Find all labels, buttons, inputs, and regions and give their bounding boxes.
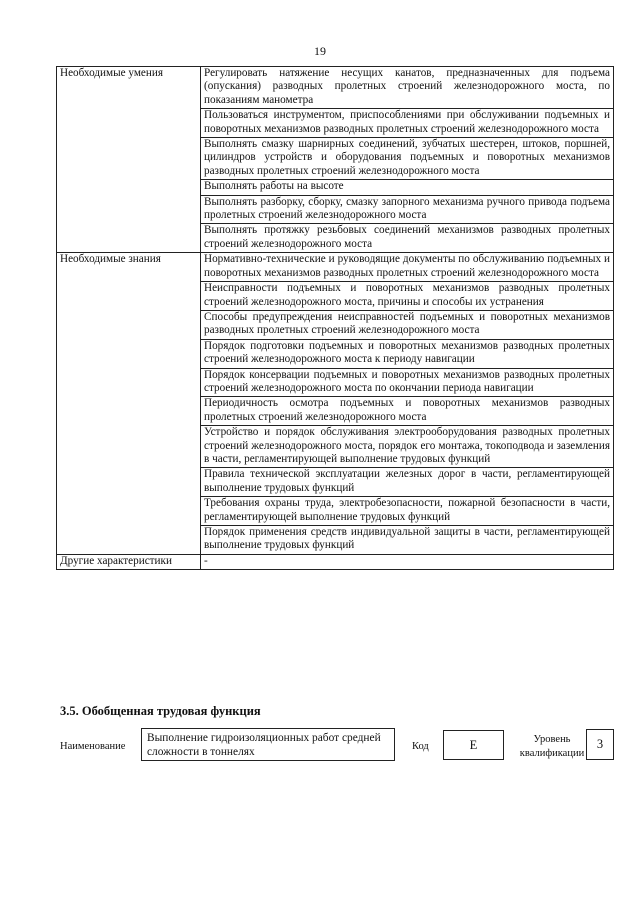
knowledge-item: Требования охраны труда, электробезопасности, пожарной безопасности в части, регламентирующей выполнение трудовых функций	[201, 497, 614, 526]
other-row	[57, 554, 614, 569]
skills-label: Необходимые умения	[57, 67, 201, 253]
skills-item: Выполнять разборку, сборку, смазку запорного механизма ручного привода подъема пролетных строений железнодорожного моста	[201, 195, 614, 224]
function-name-label: Наименование	[60, 741, 126, 752]
knowledge-item: Порядок подготовки подъемных и поворотных механизмов разводных пролетных строений железнодорожного моста к периоду навигации	[201, 339, 614, 368]
knowledge-item: Порядок применения средств индивидуальной защиты в части, регламентирующей выполнение трудовых функций	[201, 526, 614, 555]
knowledge-item: Нормативно-технические и руководящие документы по обслуживанию подъемных и поворотных механизмов разводных пролетных строений железнодорожного моста	[201, 253, 614, 282]
knowledge-label: Необходимые знания	[57, 253, 201, 555]
other-label: Другие характеристики	[57, 554, 201, 569]
skills-row	[57, 67, 614, 109]
page-number: 19	[314, 44, 326, 58]
function-code-value: E	[443, 730, 504, 760]
qualification-level-label: Уровень квалификации	[519, 734, 585, 759]
skills-item: Выполнять смазку шарнирных соединений, зубчатых шестерен, штоков, поршней, цилиндров устройств и оборудования подъемных и поворотных механизмов разводных пролетных строений железнодорожного моста	[201, 138, 614, 180]
knowledge-item: Правила технической эксплуатации железных дорог в части, регламентирующей выполнение трудовых функций	[201, 468, 614, 497]
knowledge-item: Способы предупреждения неисправностей подъемных и поворотных механизмов разводных пролетных строений железнодорожного моста	[201, 310, 614, 339]
skills-item: Выполнять протяжку резьбовых соединений механизмов разводных пролетных строений железнодорожного моста	[201, 224, 614, 253]
knowledge-row	[57, 253, 614, 282]
knowledge-item: Порядок консервации подъемных и поворотных механизмов разводных пролетных строений железнодорожного моста по окончании периода навигации	[201, 368, 614, 397]
section-title: 3.5. Обобщенная трудовая функция	[60, 704, 261, 718]
function-code-label: Код	[412, 741, 429, 752]
other-value: -	[201, 554, 614, 569]
knowledge-item: Устройство и порядок обслуживания электрооборудования разводных пролетных строений железнодорожного моста, порядок его монтажа, токоподвода и заземления в части, регламентирующей выполнение трудовых функций	[201, 426, 614, 468]
skills-item: Выполнять работы на высоте	[201, 180, 614, 195]
skills-item: Пользоваться инструментом, приспособлениями при обслуживании подъемных и поворотных механизмов разводных пролетных строений железнодорожного моста	[201, 109, 614, 138]
qualification-level-value: 3	[586, 729, 614, 760]
characteristics-table	[56, 66, 614, 570]
function-name-value: Выполнение гидроизоляционных работ средней сложности в тоннелях	[141, 728, 395, 761]
skills-item: Регулировать натяжение несущих канатов, предназначенных для подъема (опускания) разводных пролетных строений железнодорожного моста, по показаниям манометра	[201, 67, 614, 109]
knowledge-item: Неисправности подъемных и поворотных механизмов разводных пролетных строений железнодорожного моста, причины и способы их устранения	[201, 282, 614, 311]
knowledge-item: Периодичность осмотра подъемных и поворотных механизмов разводных пролетных строений железнодорожного моста	[201, 397, 614, 426]
